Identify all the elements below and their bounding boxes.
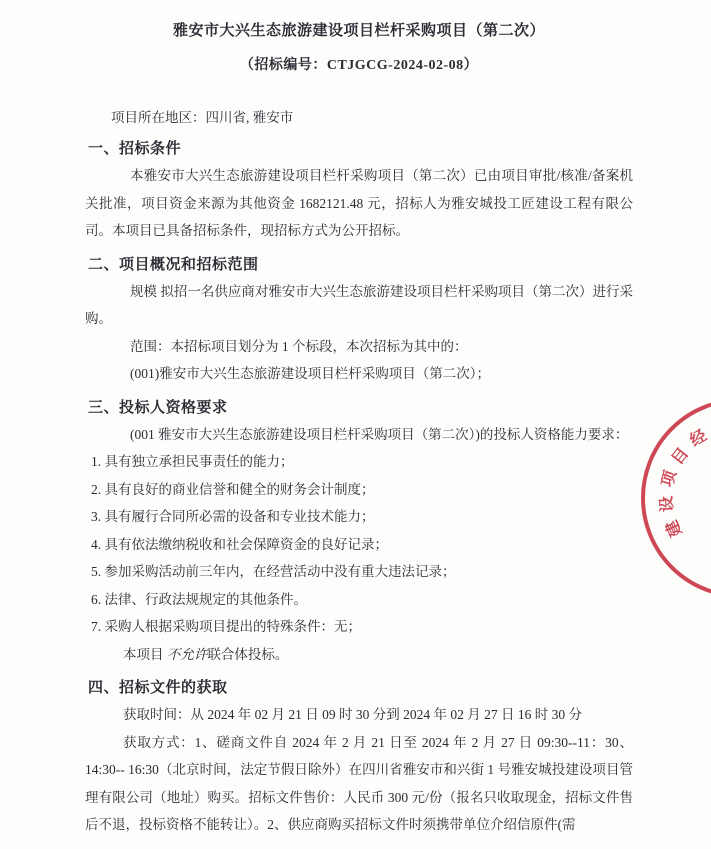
qualification-item-2: 2. 具有良好的商业信誉和健全的财务会计制度； bbox=[91, 481, 375, 497]
section-1-body: 本雅安市大兴生态旅游建设项目栏杆采购项目（第二次）已由项目审批/核准/备案机关批准，项目资金来源为其他资金 1682121.48 元，招标人为雅安城投工匠建设工程有限公司。本项目已具备招标条件，现招标方式为公开招标。 bbox=[85, 168, 633, 238]
acquisition-time: 获取时间：从 2024 年 02 月 21 日 09 时 30 分到 2024 年 02 月 27 日 16 时 30 分 bbox=[123, 707, 582, 722]
qualification-item-4: 4. 具有依法缴纳税收和社会保障资金的良好记录； bbox=[91, 536, 388, 552]
document-title: 雅安市大兴生态旅游建设项目栏杆采购项目（第二次） bbox=[172, 23, 545, 39]
section-2-heading: 二、项目概况和招标范围 bbox=[88, 256, 259, 273]
seal-circle bbox=[641, 398, 711, 598]
seal-character: 建 bbox=[663, 517, 686, 540]
seal-character: 经 bbox=[687, 427, 710, 450]
qualification-intro: (001 雅安市大兴生态旅游建设项目栏杆采购项目（第二次）)的投标人资格能力要求： bbox=[130, 426, 629, 442]
seal-character: 目 bbox=[668, 445, 693, 469]
seal-character: 设 bbox=[658, 495, 677, 513]
qualification-item-3: 3. 具有履行合同所必需的设备和专业技术能力； bbox=[91, 509, 375, 524]
project-scope: 范围：本招标项目划分为 1 个标段，本次招标为其中的： bbox=[130, 338, 468, 354]
consortium-note-suffix: 联合体投标。 bbox=[207, 646, 289, 662]
acquisition-method: 获取方式：1、磋商文件自 2024 年 2 月 21 日至 2024 年 2 月 27 日 09:30--11：30、14:30-- 16:30（北京时间，法定节假日除外）在四川省雅安市和兴街 1 号雅安城投建设项目管理有限公司（地址）购买。招标文件售价：人民币 300 元/份（报名只收取现金，招标文件售后不退，投标资格不能转让）。2、供应商购买招标文件时须携带单位介绍信原件(需 bbox=[85, 734, 633, 832]
consortium-note-prefix: 本项目 bbox=[123, 646, 167, 662]
section-4-heading: 四、招标文件的获取 bbox=[88, 680, 228, 696]
project-location: 项目所在地区：四川省, 雅安市 bbox=[111, 110, 294, 125]
lot-001: (001)雅安市大兴生态旅游建设项目栏杆采购项目（第二次）； bbox=[130, 366, 490, 381]
consortium-note-emphasis: 不允许 bbox=[166, 646, 208, 662]
section-1-heading: 一、招标条件 bbox=[88, 141, 182, 157]
qualification-item-5: 5. 参加采购活动前三年内，在经营活动中没有重大违法记录； bbox=[91, 564, 456, 579]
qualification-item-1: 1. 具有独立承担民事责任的能力； bbox=[91, 454, 294, 469]
seal-character: 项 bbox=[659, 468, 680, 490]
section-3-heading: 三、投标人资格要求 bbox=[88, 399, 228, 416]
project-scale: 规模 拟招一名供应商对雅安市大兴生态旅游建设项目栏杆采购项目（第二次）进行采购。 bbox=[85, 283, 633, 326]
qualification-item-7: 7. 采购人根据采购项目提出的特殊条件：无； bbox=[91, 619, 361, 634]
qualification-item-6: 6. 法律、行政法规规定的其他条件。 bbox=[91, 591, 307, 607]
red-seal-stamp bbox=[641, 398, 711, 598]
tender-number: （招标编号：CTJGCG-2024-02-08） bbox=[239, 58, 479, 73]
consortium-note bbox=[85, 641, 633, 669]
